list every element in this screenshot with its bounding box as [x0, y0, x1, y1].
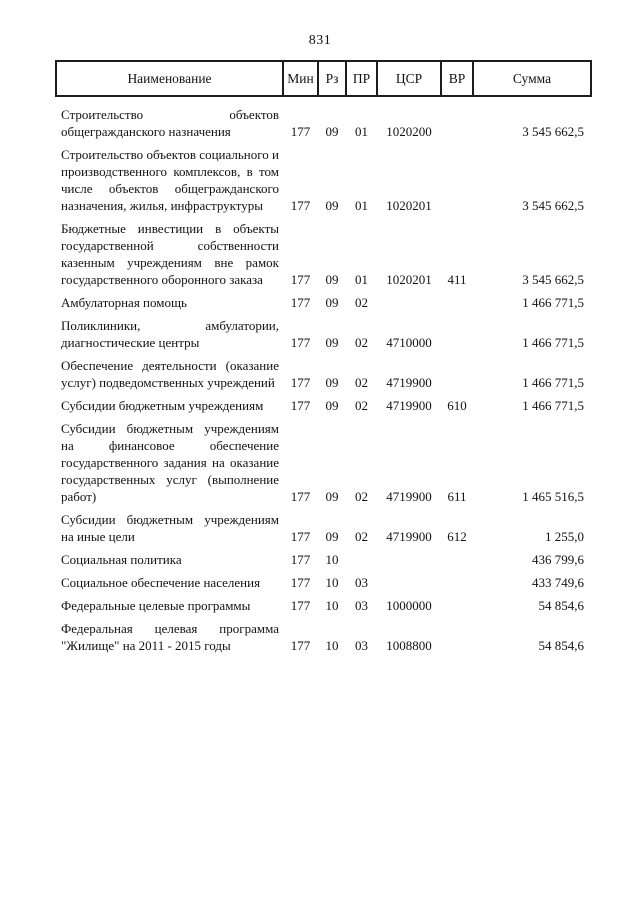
row-csr-cell: 4719900 — [386, 529, 432, 544]
table-row — [56, 314, 591, 354]
row-rz-cell: 10 — [325, 575, 339, 590]
row-name-cell: Субсидии бюджетным учреждениям на финансовое обеспечение государственного задания на оказание государственных услуг (выполнение работ) — [61, 421, 279, 504]
table-header — [56, 61, 591, 96]
header-min-column: Мин — [283, 61, 318, 96]
row-csr-cell: 4719900 — [386, 489, 432, 504]
row-name-cell: Федеральные целевые программы — [61, 598, 251, 613]
table-row — [56, 291, 591, 314]
row-name-cell: Строительство объектов социального и производственного комплексов, в том числе объектов общегражданского назначения, жилья, инфраструктуры — [61, 147, 279, 213]
table-row — [56, 217, 591, 291]
row-csr-cell: 1020200 — [386, 124, 432, 139]
header-csr-column: ЦСР — [377, 61, 441, 96]
row-rz-cell: 09 — [325, 295, 339, 310]
row-rz-cell: 09 — [325, 375, 339, 390]
row-vr-cell: 610 — [447, 398, 467, 413]
row-pr-cell: 01 — [355, 198, 368, 213]
row-pr-cell: 03 — [355, 575, 368, 590]
row-rz-cell: 09 — [325, 124, 339, 139]
table-row — [56, 96, 591, 143]
row-vr-cell: 611 — [447, 489, 467, 504]
row-sum-cell: 1 465 516,5 — [522, 489, 584, 504]
table-row — [56, 617, 591, 657]
row-pr-cell: 02 — [355, 398, 368, 413]
table-row — [56, 143, 591, 217]
row-name-cell: Амбулаторная помощь — [61, 295, 187, 310]
row-sum-cell: 1 466 771,5 — [522, 375, 584, 390]
row-sum-cell: 3 545 662,5 — [522, 272, 584, 287]
row-rz-cell: 09 — [325, 398, 339, 413]
budget-table — [55, 60, 592, 657]
row-csr-cell — [377, 548, 441, 571]
row-csr-cell: 1008800 — [386, 638, 432, 653]
row-vr-cell — [441, 617, 473, 657]
row-min-cell: 177 — [290, 335, 311, 350]
row-csr-cell: 1000000 — [386, 598, 432, 613]
row-pr-cell: 01 — [355, 124, 368, 139]
row-pr-cell: 02 — [355, 375, 368, 390]
row-min-cell: 177 — [290, 598, 311, 613]
row-name-cell: Социальное обеспечение населения — [61, 575, 261, 590]
row-csr-cell: 1020201 — [386, 198, 432, 213]
row-min-cell: 177 — [290, 295, 311, 310]
row-csr-cell: 4719900 — [386, 375, 432, 390]
table-row — [56, 548, 591, 571]
row-pr-cell: 02 — [355, 335, 368, 350]
row-sum-cell: 3 545 662,5 — [522, 124, 584, 139]
row-pr-cell: 01 — [355, 272, 368, 287]
table-row — [56, 417, 591, 508]
row-rz-cell: 09 — [325, 489, 339, 504]
row-sum-cell: 1 255,0 — [545, 529, 584, 544]
row-pr-cell: 03 — [355, 598, 368, 613]
table-row — [56, 594, 591, 617]
header-rz-column: Рз — [318, 61, 346, 96]
row-min-cell: 177 — [290, 198, 311, 213]
row-sum-cell: 54 854,6 — [538, 638, 584, 653]
page-number: 831 — [308, 33, 332, 48]
row-rz-cell: 10 — [325, 638, 339, 653]
row-csr-cell — [377, 571, 441, 594]
row-rz-cell: 10 — [325, 598, 339, 613]
table-row — [56, 571, 591, 594]
row-min-cell: 177 — [290, 398, 311, 413]
row-sum-cell: 1 466 771,5 — [522, 295, 584, 310]
row-pr-cell: 02 — [355, 295, 368, 310]
row-vr-cell — [441, 143, 473, 217]
row-rz-cell: 09 — [325, 529, 339, 544]
row-pr-cell: 03 — [355, 638, 368, 653]
row-pr-cell: 02 — [355, 489, 368, 504]
row-csr-cell: 4719900 — [386, 398, 432, 413]
row-min-cell: 177 — [290, 272, 311, 287]
row-name-cell: Субсидии бюджетным учреждениям — [61, 398, 264, 413]
table-row — [56, 354, 591, 394]
header-name-column: Наименование — [56, 61, 283, 96]
row-name-cell: Социальная политика — [61, 552, 182, 567]
row-name-cell: Поликлиники, амбулатории, диагностические центры — [61, 318, 279, 350]
table-header-row — [56, 61, 591, 96]
row-name-cell: Субсидии бюджетным учреждениям на иные цели — [61, 512, 279, 544]
header-vr-column: ВР — [441, 61, 473, 96]
header-pr-column: ПР — [346, 61, 377, 96]
row-pr-cell: 02 — [355, 529, 368, 544]
table-row — [56, 508, 591, 548]
header-summa-column: Сумма — [473, 61, 591, 96]
row-rz-cell: 09 — [325, 335, 339, 350]
row-min-cell: 177 — [290, 552, 311, 567]
row-sum-cell: 433 749,6 — [532, 575, 584, 590]
row-name-cell: Обеспечение деятельности (оказание услуг) подведомственных учреждений — [61, 358, 279, 390]
row-vr-cell — [441, 291, 473, 314]
row-csr-cell — [377, 291, 441, 314]
row-vr-cell — [441, 354, 473, 394]
row-vr-cell: 411 — [447, 272, 467, 287]
row-vr-cell — [441, 571, 473, 594]
row-rz-cell: 10 — [325, 552, 339, 567]
row-rz-cell: 09 — [325, 198, 339, 213]
row-rz-cell: 09 — [325, 272, 339, 287]
row-min-cell: 177 — [290, 575, 311, 590]
table-row — [56, 394, 591, 417]
row-name-cell: Бюджетные инвестиции в объекты государственной собственности казенным учреждениям вне рамок государственного оборонного заказа — [61, 221, 279, 287]
row-csr-cell: 1020201 — [386, 272, 432, 287]
row-min-cell: 177 — [290, 489, 311, 504]
row-min-cell: 177 — [290, 529, 311, 544]
row-vr-cell — [441, 594, 473, 617]
row-min-cell: 177 — [290, 124, 311, 139]
row-vr-cell: 612 — [447, 529, 467, 544]
row-sum-cell: 1 466 771,5 — [522, 398, 584, 413]
row-min-cell: 177 — [290, 638, 311, 653]
row-pr-cell — [346, 548, 377, 571]
row-sum-cell: 54 854,6 — [538, 598, 584, 613]
row-vr-cell — [441, 96, 473, 143]
row-name-cell: Строительство объектов общегражданского назначения — [61, 107, 279, 139]
row-vr-cell — [441, 548, 473, 571]
row-csr-cell: 4710000 — [386, 335, 432, 350]
table-body — [56, 96, 591, 657]
row-min-cell: 177 — [290, 375, 311, 390]
row-sum-cell: 1 466 771,5 — [522, 335, 584, 350]
row-sum-cell: 3 545 662,5 — [522, 198, 584, 213]
row-name-cell: Федеральная целевая программа "Жилище" на 2011 - 2015 годы — [61, 621, 279, 653]
row-sum-cell: 436 799,6 — [532, 552, 584, 567]
row-vr-cell — [441, 314, 473, 354]
